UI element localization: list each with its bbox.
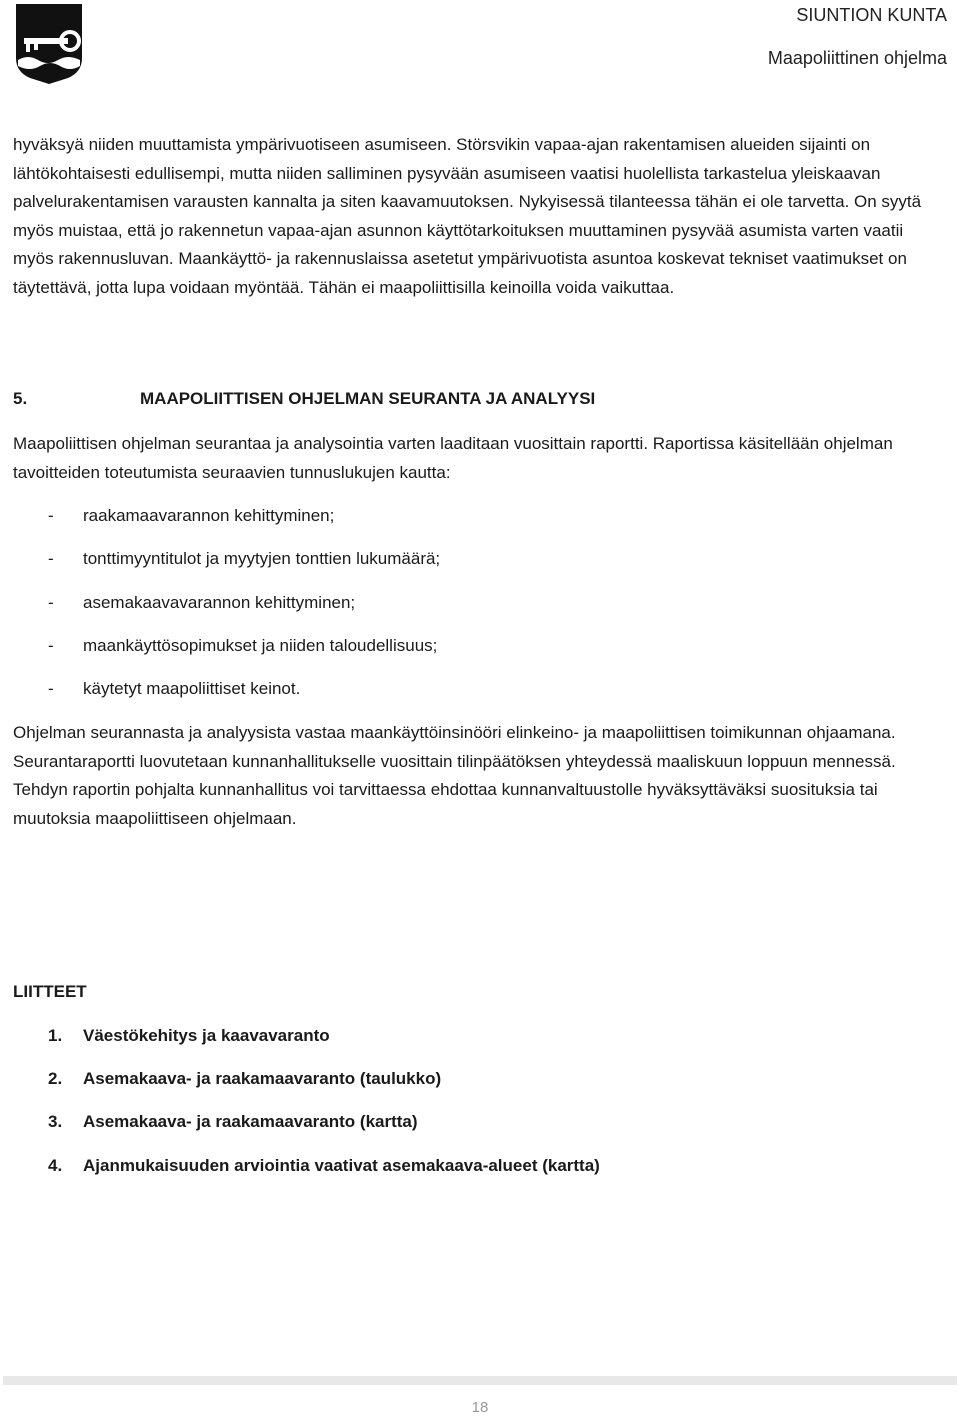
annexes-heading: LIITTEET [13, 982, 87, 1001]
annex-number: 3. [48, 1112, 63, 1131]
annex-number: 1. [48, 1026, 63, 1045]
list-item-text: maankäyttösopimukset ja niiden taloudellisuus; [83, 636, 438, 655]
body-paragraph: Ohjelman seurannasta ja analyysista vastaa maankäyttöinsinööri elinkeino- ja maapoliittisen toimikunnan ohjaamana. Seurantaraportti luovutetaan kunnanhallitukselle vuosittain tilinpäätöksen yhteydessä maaliskuun loppuun mennessä. Tehdyn raportin pohjalta kunnanhallitus voi tarvittaessa ehdottaa kunnanvaltuustolle hyväksyttäväksi suosituksia tai muutoksia maapoliittiseen ohjelmaan. [13, 723, 896, 828]
municipality-logo-icon [14, 2, 84, 84]
annex-number: 2. [48, 1069, 63, 1088]
body-paragraph: Maapoliittisen ohjelman seurantaa ja analysointia varten laaditaan vuosittain raportti. Raportissa käsitellään ohjelman tavoitteiden toteutumista seuraavien tunnuslukujen kautta: [13, 434, 893, 482]
list-item-text: raakamaavarannon kehittyminen; [83, 506, 335, 525]
list-item-text: asemakaavavarannon kehittyminen; [83, 593, 356, 612]
annex-number: 4. [48, 1156, 63, 1175]
list-marker: - [48, 593, 54, 612]
annex-label: Väestökehitys ja kaavavaranto [83, 1026, 330, 1045]
footer-divider [3, 1376, 957, 1385]
list-item-text: käytetyt maapoliittiset keinot. [83, 679, 301, 698]
section-title: MAAPOLIITTISEN OHJELMAN SEURANTA JA ANALYYSI [140, 389, 596, 408]
body-paragraph: hyväksyä niiden muuttamista ympärivuotiseen asumiseen. Störsvikin vapaa-ajan rakentamisen alueiden sijainti on lähtökohtaisesti edullisempi, mutta niiden salliminen pysyvään asumiseen vaatisi huolellista tarkastelua yleiskaavan palvelurakentamisen varausten kannalta ja siten kaavamuutoksen. Nykyisessä tilanteessa tähän ei ole tarvetta. On syytä myös muistaa, että jo rakennetun vapaa-ajan asunnon käyttötarkoituksen muuttaminen pysyvää asumista varten vaatii myös rakennusluvan. Maankäyttö- ja rakennuslaissa asetetut ympärivuotista asuntoa koskevat tekniset vaatimukset on täytettävä, jotta lupa voidaan myöntää. Tähän ei maapoliittisilla keinoilla voida vaikuttaa. [13, 135, 922, 297]
section-number: 5. [13, 389, 28, 408]
list-marker: - [48, 549, 54, 568]
page-number: 18 [471, 1399, 489, 1416]
annex-label: Ajanmukaisuuden arviointia vaativat asemakaava-alueet (kartta) [83, 1156, 600, 1175]
list-marker: - [48, 506, 54, 525]
document-title: Maapoliittinen ohjelma [767, 48, 947, 68]
list-marker: - [48, 679, 54, 698]
municipality-name: SIUNTION KUNTA [796, 5, 947, 25]
annex-label: Asemakaava- ja raakamaavaranto (taulukko) [83, 1069, 442, 1088]
annex-label: Asemakaava- ja raakamaavaranto (kartta) [83, 1112, 418, 1131]
list-marker: - [48, 636, 54, 655]
list-item-text: tonttimyyntitulot ja myytyjen tonttien lukumäärä; [83, 549, 441, 568]
